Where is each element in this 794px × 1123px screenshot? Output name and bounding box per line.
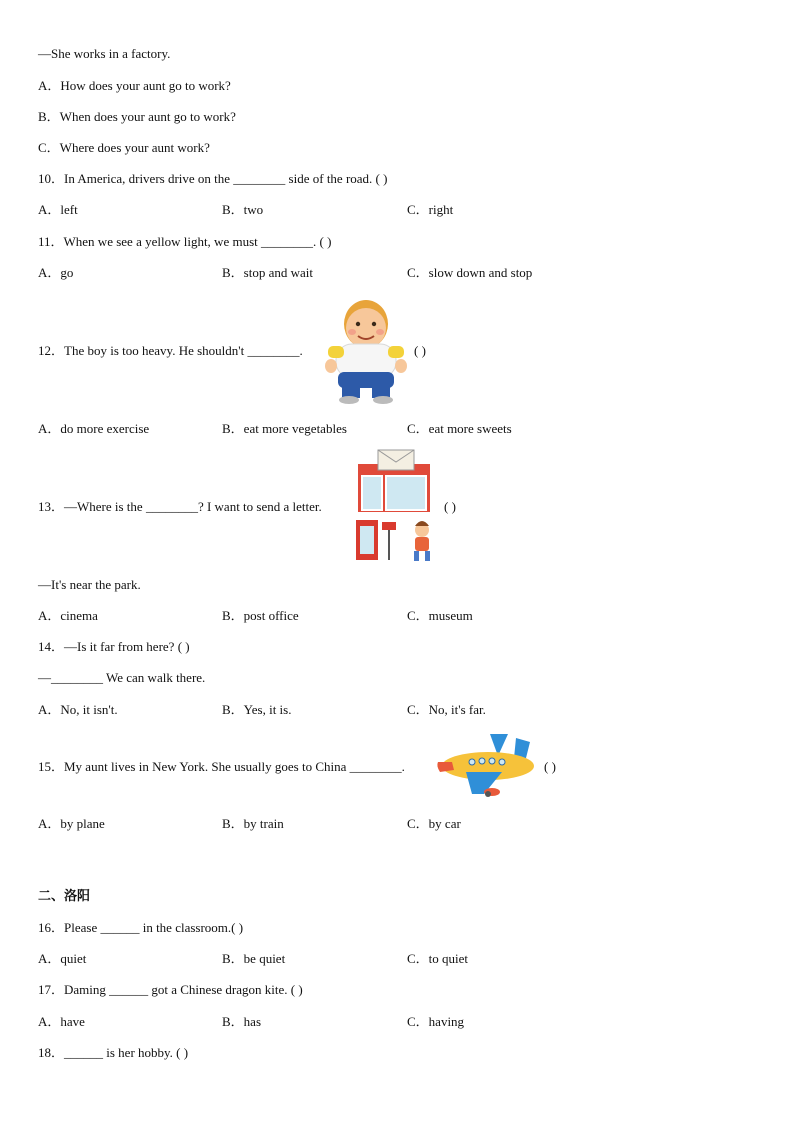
heavy-boy-picture: [322, 292, 410, 406]
q16-option-c: C．to quiet: [407, 951, 469, 966]
q14-option-a: A．No, it isn't.: [38, 702, 118, 717]
question-18: 18．______ is her hobby. ( ): [38, 1045, 189, 1060]
q9-answer-line: —She works in a factory.: [38, 46, 171, 61]
question-10-options: [38, 202, 738, 218]
q10-option-c: C．right: [407, 202, 454, 217]
q12-option-a: A．do more exercise: [38, 421, 150, 436]
question-17-options: [38, 1014, 738, 1030]
q13-option-c: C．museum: [407, 608, 473, 623]
post-office-picture: [352, 448, 440, 564]
question-11-options: [38, 265, 738, 281]
q11-option-b: B．stop and wait: [222, 265, 313, 280]
q16-option-b: B．be quiet: [222, 951, 286, 966]
question-16: 16．Please ______ in the classroom.( ): [38, 920, 244, 935]
question-15-options: [38, 816, 738, 832]
q12-answer-paren: ( ): [414, 343, 426, 358]
question-13-options: [38, 608, 738, 624]
q13-answer-paren: ( ): [444, 499, 456, 514]
q14-answer-line: —________ We can walk there.: [38, 670, 206, 685]
q11-option-c: C．slow down and stop: [407, 265, 533, 280]
q12-option-c: C．eat more sweets: [407, 421, 512, 436]
q9-option-c: C．Where does your aunt work?: [38, 140, 210, 155]
q11-option-a: A．go: [38, 265, 74, 280]
q15-option-b: B．by train: [222, 816, 284, 831]
q13-option-a: A．cinema: [38, 608, 98, 623]
q15-option-a: A．by plane: [38, 816, 105, 831]
q16-option-a: A．quiet: [38, 951, 87, 966]
question-13: 13．—Where is the ________? I want to send a letter.: [38, 499, 322, 514]
q9-option-a: A．How does your aunt go to work?: [38, 78, 231, 93]
question-15: 15．My aunt lives in New York. She usually goes to China ________.: [38, 759, 405, 774]
question-16-options: [38, 951, 738, 967]
q12-option-b: B．eat more vegetables: [222, 421, 347, 436]
q14-option-c: C．No, it's far.: [407, 702, 486, 717]
q13-option-b: B．post office: [222, 608, 299, 623]
question-12-options: [38, 421, 738, 437]
q9-option-b: B．When does your aunt go to work?: [38, 109, 236, 124]
q15-answer-paren: ( ): [544, 759, 556, 774]
question-17: 17．Daming ______ got a Chinese dragon kite. ( ): [38, 982, 303, 997]
question-14: 14．—Is it far from here? ( ): [38, 639, 190, 654]
question-14-options: [38, 702, 738, 718]
section-heading: 二、洛阳: [38, 889, 91, 904]
question-12: 12．The boy is too heavy. He shouldn't ________.: [38, 343, 303, 358]
q17-option-b: B．has: [222, 1014, 262, 1029]
q17-option-c: C．having: [407, 1014, 465, 1029]
q13-answer-line: —It's near the park.: [38, 577, 141, 592]
q14-option-b: B．Yes, it is.: [222, 702, 292, 717]
question-10: 10．In America, drivers drive on the ________ side of the road. ( ): [38, 171, 388, 186]
question-11: 11．When we see a yellow light, we must ________. ( ): [38, 234, 332, 249]
q10-option-b: B．two: [222, 202, 264, 217]
airplane-picture: [432, 732, 536, 800]
q10-option-a: A．left: [38, 202, 78, 217]
q17-option-a: A．have: [38, 1014, 85, 1029]
q15-option-c: C．by car: [407, 816, 461, 831]
